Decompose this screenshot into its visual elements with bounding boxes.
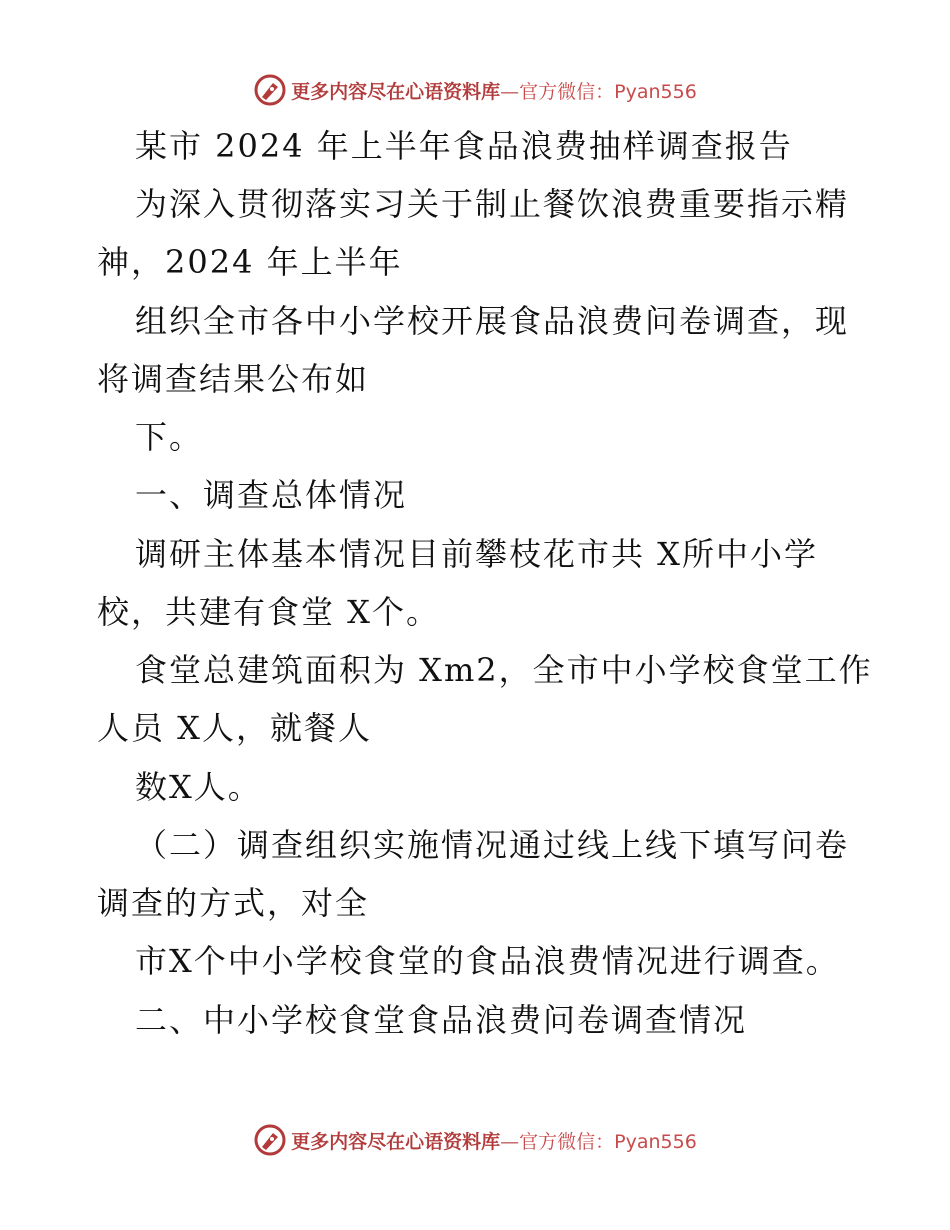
paragraph-line: 人员 X人，就餐人 <box>97 709 372 747</box>
banner-dash: — <box>500 80 520 103</box>
section-heading: 一、调查总体情况 <box>135 476 408 514</box>
banner-text <box>291 77 697 104</box>
pen-nib-icon <box>253 73 287 107</box>
paragraph-line: 将调查结果公布如 <box>97 360 370 398</box>
banner-contact-text: 官方微信：Pyan556 <box>519 80 697 103</box>
banner-dash: — <box>500 1130 520 1153</box>
paragraph-line: （二）调查组织实施情况通过线上线下填写问卷 <box>135 826 850 864</box>
paragraph-line: 调研主体基本情况目前攀枝花市共 X所中小学 <box>135 535 818 573</box>
paragraph-line: 校，共建有食堂 X个。 <box>97 593 440 631</box>
banner-text <box>291 1127 697 1154</box>
header-banner <box>0 70 950 110</box>
banner-contact-text: 官方微信：Pyan556 <box>519 1130 697 1153</box>
paragraph-line: 组织全市各中小学校开展食品浪费问卷调查，现 <box>135 302 850 340</box>
paragraph-line: 下。 <box>135 418 204 456</box>
paragraph-line: 调查的方式，对全 <box>97 884 370 922</box>
section-heading: 二、中小学校食堂食品浪费问卷调查情况 <box>135 1001 748 1039</box>
document-title: 某市 2024 年上半年食品浪费抽样调查报告 <box>135 127 793 165</box>
pen-nib-icon <box>253 1123 287 1157</box>
paragraph-line: 数X人。 <box>135 768 262 806</box>
footer-banner <box>0 1120 950 1160</box>
paragraph-line: 食堂总建筑面积为 Xm2，全市中小学校食堂工作 <box>135 651 873 689</box>
banner-site-text: 更多内容尽在心语资料库 <box>291 80 501 103</box>
paragraph-line: 神，2024 年上半年 <box>97 243 403 281</box>
banner-site-text: 更多内容尽在心语资料库 <box>291 1130 501 1153</box>
paragraph-line: 为深入贯彻落实习关于制止餐饮浪费重要指示精 <box>135 185 850 223</box>
paragraph-line: 市X个中小学校食堂的食品浪费情况进行调查。 <box>135 942 840 980</box>
